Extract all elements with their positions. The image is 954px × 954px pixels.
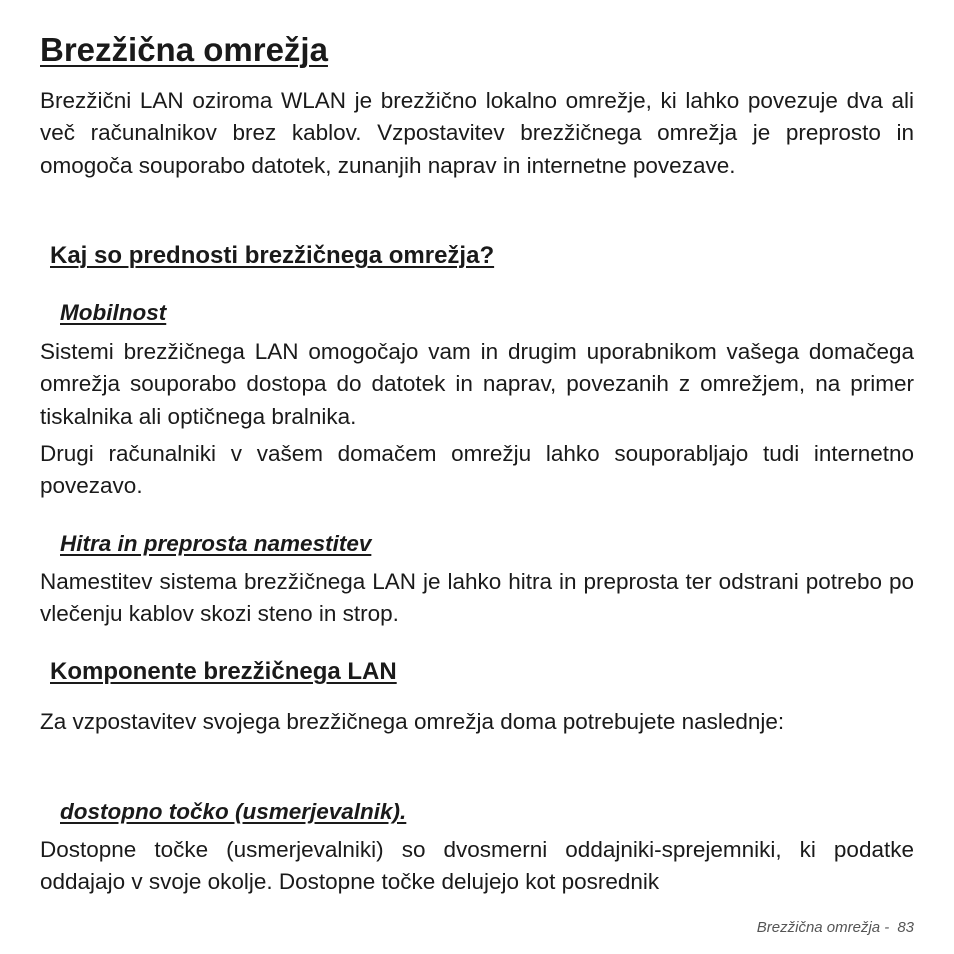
installation-paragraph: Namestitev sistema brezžičnega LAN je lahko hitra in preprosta ter odstrani potrebo po vlečenju kablov skozi steno in strop. [40, 569, 914, 627]
section-heading-advantages: Kaj so prednosti brezžičnega omrežja? [50, 242, 495, 269]
subheading-quick-installation: Hitra in preprosta namestitev [60, 531, 372, 556]
subheading-access-point: dostopno točko (usmerjevalnik). [60, 799, 407, 824]
access-point-paragraph: Dostopne točke (usmerjevalniki) so dvosmerni oddajniki-sprejemniki, ki podatke oddajajo v svoje okolje. Dostopne točke delujejo kot posrednik [40, 837, 914, 895]
mobility-paragraph-2: Drugi računalniki v vašem domačem omrežju lahko souporabljajo tudi internetno povezavo. [40, 441, 914, 499]
section-heading-components: Komponente brezžičnega LAN [50, 658, 397, 685]
mobility-paragraph-1: Sistemi brezžičnega LAN omogočajo vam in drugim uporabnikom vašega domačega omrežja souporabo dostopa do datotek in naprav, povezanih z omrežjem, na primer tiskalnika ali optičnega bralnika. [40, 339, 914, 429]
subheading-mobility: Mobilnost [60, 300, 167, 325]
page-footer [757, 918, 914, 938]
components-intro-paragraph: Za vzpostavitev svojega brezžičnega omrežja doma potrebujete naslednje: [40, 709, 785, 734]
footer-label: Brezžična omrežja - [756, 919, 890, 936]
page-title: Brezžična omrežja [40, 31, 328, 68]
page-number: 83 [897, 919, 914, 936]
intro-paragraph: Brezžični LAN oziroma WLAN je brezžično lokalno omrežje, ki lahko povezuje dva ali več računalnikov brez kablov. Vzpostavitev brezžičnega omrežja je preprosto in omogoča souporabo datotek, zunanjih naprav in internetne povezave. [40, 88, 914, 178]
